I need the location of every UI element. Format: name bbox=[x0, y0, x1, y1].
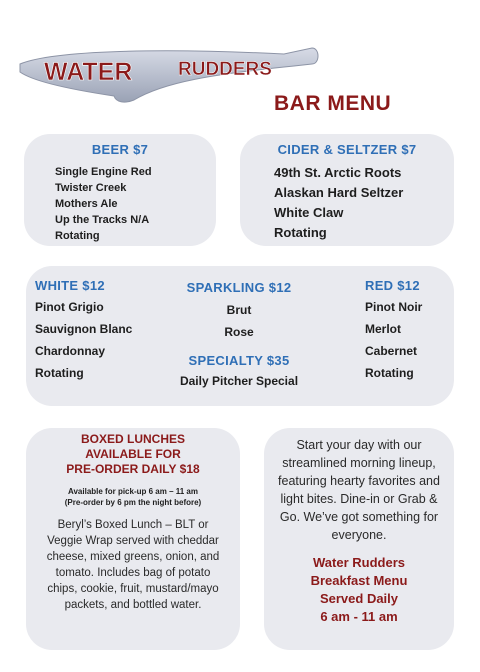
list-item: Merlot bbox=[365, 322, 401, 336]
breakfast-intro: Start your day with our streamlined morning lineup, featuring hearty favorites and light bites. Dine-in or Grab & Go. We’ve got something for everyone. bbox=[278, 438, 440, 542]
beer-heading: BEER $7 bbox=[91, 142, 149, 157]
list-item: Daily Pitcher Special bbox=[179, 374, 299, 388]
breakfast-heading-line: Breakfast Menu bbox=[310, 573, 408, 588]
list-item: Rotating bbox=[55, 230, 100, 242]
specialty-heading: SPECIALTY $35 bbox=[188, 353, 290, 368]
pickup-line: Available for pick-up 6 am – 11 am bbox=[68, 487, 198, 496]
list-item: Alaskan Hard Seltzer bbox=[274, 185, 404, 200]
pickup-line: (Pre-order by 6 pm the night before) bbox=[64, 498, 202, 507]
beer-panel bbox=[24, 134, 216, 246]
lunch-heading bbox=[26, 432, 240, 477]
red-wine-column bbox=[365, 278, 422, 384]
page-title: BAR MENU bbox=[274, 92, 392, 115]
cider-heading: CIDER & SELTZER $7 bbox=[277, 142, 417, 157]
white-heading: WHITE $12 bbox=[35, 278, 105, 293]
lunch-description: Beryl’s Boxed Lunch – BLT or Veggie Wrap served with cheddar cheese, mixed greens, onion, and tomato. Includes bag of potato chips, cookie, fruit, mustard/mayo packets, and bottled water. bbox=[46, 519, 220, 611]
lunch-heading-line: BOXED LUNCHES bbox=[80, 432, 185, 446]
pickup-info bbox=[26, 486, 240, 508]
breakfast-heading-line: Water Rudders bbox=[313, 555, 405, 570]
list-item: Pinot Grigio bbox=[35, 300, 104, 314]
boxed-lunch-panel bbox=[26, 428, 240, 650]
list-item: Sauvignon Blanc bbox=[35, 322, 133, 336]
logo-text-water: WATER bbox=[44, 58, 133, 86]
cider-seltzer-panel bbox=[240, 134, 454, 246]
lunch-heading-line: AVAILABLE FOR bbox=[85, 447, 181, 461]
list-item: 49th St. Arctic Roots bbox=[274, 165, 402, 180]
sparkling-column bbox=[166, 280, 312, 343]
breakfast-panel bbox=[264, 428, 454, 650]
lunch-heading-line: PRE-ORDER DAILY $18 bbox=[66, 462, 200, 476]
list-item: Twister Creek bbox=[55, 182, 127, 194]
red-heading: RED $12 bbox=[365, 278, 420, 293]
white-wine-column bbox=[35, 278, 132, 384]
cider-list bbox=[274, 163, 403, 243]
specialty-column bbox=[166, 353, 312, 392]
list-item: Rose bbox=[224, 325, 254, 339]
list-item: Pinot Noir bbox=[365, 300, 423, 314]
breakfast-heading-line: 6 am - 11 am bbox=[320, 609, 398, 624]
list-item: Chardonnay bbox=[35, 344, 106, 358]
list-item: Rotating bbox=[274, 225, 327, 240]
list-item: Mothers Ale bbox=[55, 198, 118, 210]
beer-list bbox=[55, 164, 152, 244]
list-item: Single Engine Red bbox=[55, 166, 152, 178]
list-item: Brut bbox=[226, 303, 252, 317]
breakfast-heading bbox=[264, 554, 454, 626]
list-item: Rotating bbox=[365, 366, 414, 380]
logo-text-rudders: RUDDERS bbox=[178, 59, 272, 80]
wine-panel bbox=[26, 266, 454, 406]
list-item: White Claw bbox=[274, 205, 344, 220]
breakfast-heading-line: Served Daily bbox=[319, 591, 399, 606]
list-item: Rotating bbox=[35, 366, 84, 380]
list-item: Up the Tracks N/A bbox=[55, 214, 150, 226]
list-item: Cabernet bbox=[365, 344, 418, 358]
sparkling-heading: SPARKLING $12 bbox=[186, 280, 292, 295]
